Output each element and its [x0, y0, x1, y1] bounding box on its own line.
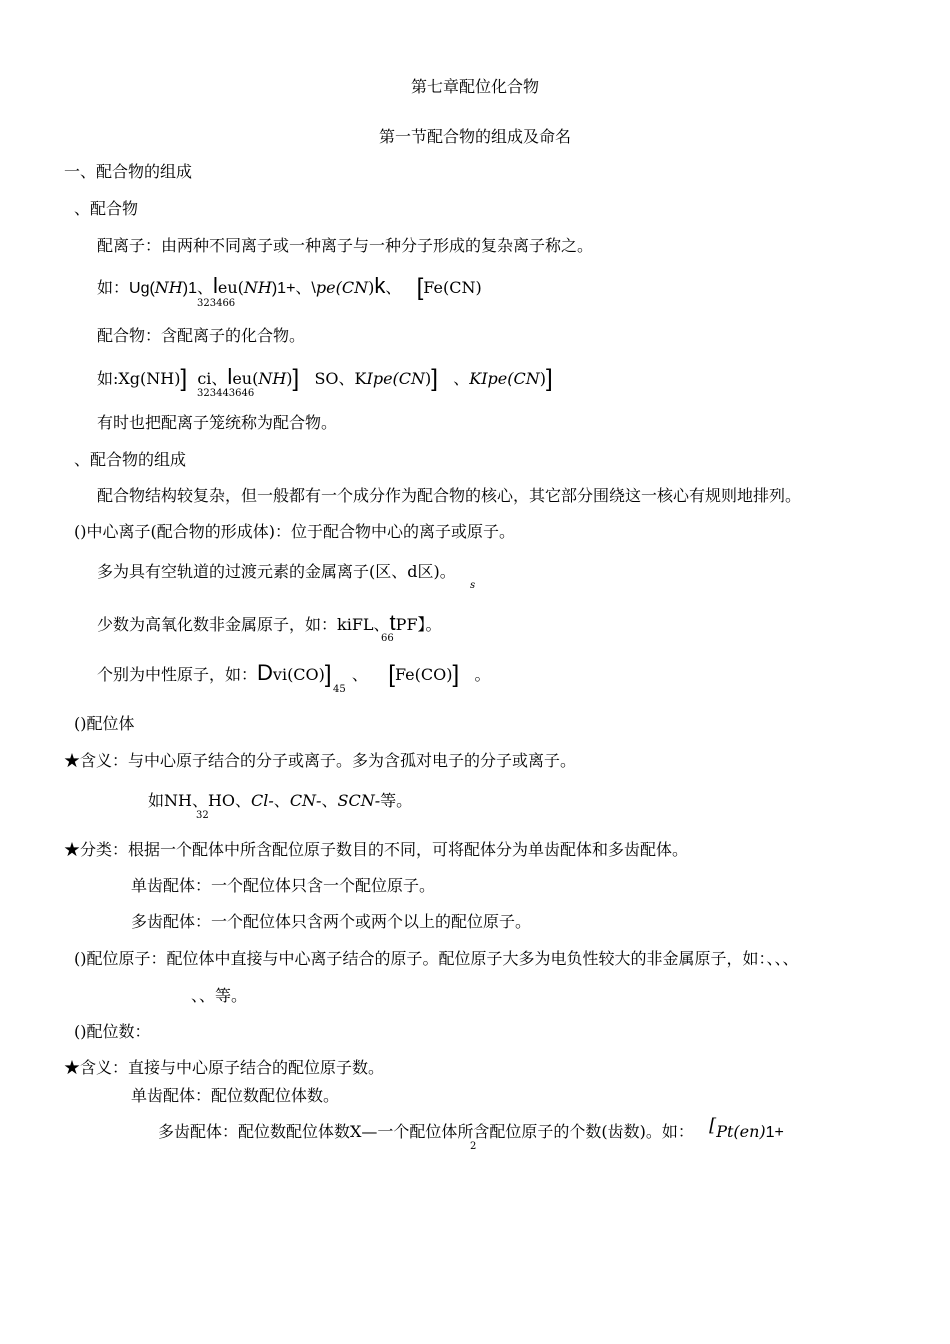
ligand-classification: ★分类：根据一个配体中所含配位原子数目的不同，可将配体分为单齿配体和多齿配体。: [64, 840, 689, 859]
ligand-examples: 如NH、HO、Cl-、CN-、SCN-等。: [148, 791, 413, 810]
heading-complex-composition: 、配合物的组成: [74, 450, 187, 469]
polydentate-definition: 多齿配体：一个配位体只含两个或两个以上的配位原子。: [131, 912, 532, 931]
complex-examples: 如:Xg(NH)] ci、leu(NH)] SO、KIpe(CN)] 、KIpe(CN)]: [97, 364, 553, 392]
monodentate-coordination-number: 单齿配体：配位数配位体数。: [131, 1086, 340, 1105]
central-ion-transition-metals: 多为具有空轨道的过渡元素的金属离子(区、d区)。: [97, 562, 456, 581]
monodentate-definition: 单齿配体：一个配位体只含一个配位原子。: [131, 876, 436, 895]
nonmetal-subscripts: 66: [381, 633, 394, 644]
structure-description: 配合物结构较复杂，但一般都有一个成分作为配合物的核心，其它部分围绕这一核心有规则地排列。: [97, 486, 802, 505]
heading-complex: 、配合物: [74, 199, 139, 218]
ligand-subscripts: 32: [196, 810, 209, 821]
complex-ion-definition: 配离子：由两种不同离子或一种离子与一种分子形成的复杂离子称之。: [97, 236, 594, 255]
heading-coordination-number: ()配位数：: [74, 1022, 151, 1041]
complex-ion-examples: 如：Ug(NH)1、leu(NH)1+、\pe(CN)k、 [Fe(CN): [97, 273, 482, 301]
heading-ligand: ()配位体: [74, 714, 135, 733]
heading-composition: 一、配合物的组成: [64, 162, 193, 181]
polydentate-subscript: 2: [470, 1141, 477, 1152]
chapter-title: 第七章配位化合物: [410, 77, 539, 96]
central-ion-subscript: s: [470, 580, 476, 591]
star-icon: ★: [64, 840, 81, 859]
star-icon: ★: [64, 1058, 81, 1077]
ligand-meaning: ★含义：与中心原子结合的分子或离子。多为含孤对电子的分子或离子。: [64, 751, 577, 770]
complex-definition: 配合物：含配离子的化合物。: [97, 326, 306, 345]
central-ion-nonmetals: 少数为高氧化数非金属原子，如：kiFL、tPF】。: [97, 610, 442, 635]
heading-central-ion: ()中心离子(配合物的形成体)：位于配合物中心的离子或原子。: [74, 522, 515, 541]
star-icon: ★: [64, 751, 81, 770]
coordination-number-meaning: ★含义：直接与中心原子结合的配位原子数。: [64, 1058, 385, 1077]
coordinating-atom-continued: 、、等。: [191, 986, 248, 1005]
section-title: 第一节配合物的组成及命名: [378, 127, 571, 146]
note-complex: 有时也把配离子笼统称为配合物。: [97, 413, 338, 432]
polydentate-coordination-number: 多齿配体：配位数配位体数X—一个配位体所含配位原子的个数(齿数)。如： [Pt(en)1+: [158, 1115, 784, 1141]
complex-subscripts: 323443646: [197, 388, 255, 399]
heading-coordinating-atom: ()配位原子：配位体中直接与中心离子结合的原子。配位原子大多为电负性较大的非金属原子，如：、、、: [74, 949, 799, 968]
central-ion-neutral-atoms: 个别为中性原子，如：Dvi(CO)] 、 [Fe(CO)] 。: [97, 660, 491, 688]
neutral-atom-subscripts: 45: [333, 684, 346, 695]
complex-ion-subscripts: 323466: [197, 298, 236, 309]
